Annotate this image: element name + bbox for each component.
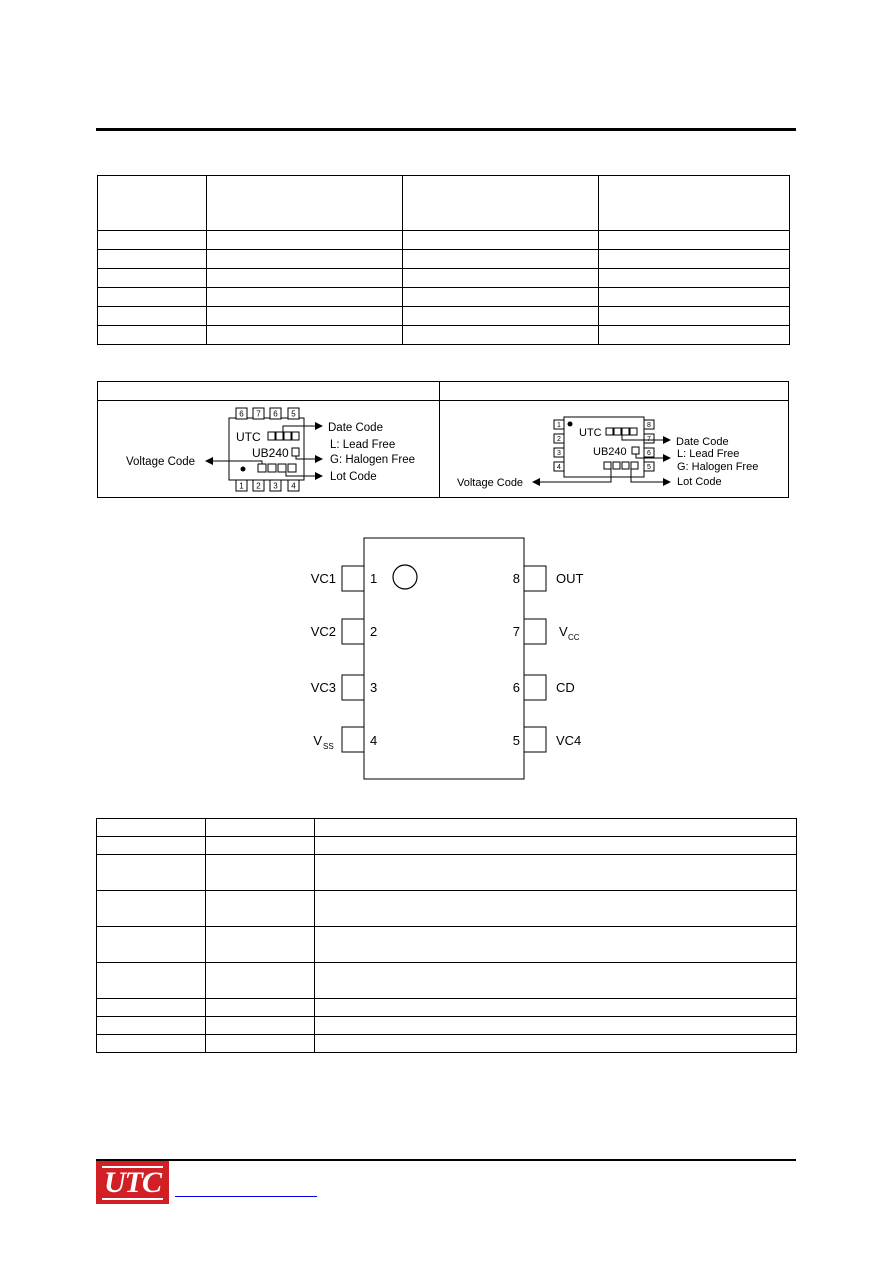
voltage-code-label: Voltage Code bbox=[457, 477, 524, 489]
pin-label: 7 bbox=[647, 436, 651, 443]
date-code-label: Date Code bbox=[676, 436, 729, 448]
pin-label: 1 bbox=[239, 481, 244, 491]
pin-number-2: 2 bbox=[370, 624, 378, 639]
date-code-label: Date Code bbox=[328, 422, 383, 434]
website-link-underline[interactable] bbox=[175, 1196, 317, 1197]
date-code-boxes bbox=[606, 428, 637, 435]
pin-name-4-subscript: SS bbox=[323, 742, 334, 751]
pin-label: 3 bbox=[273, 481, 278, 491]
pin-label: 8 bbox=[647, 422, 651, 429]
option-code-box bbox=[632, 447, 639, 454]
pin-stub bbox=[342, 566, 364, 591]
pin-label: 2 bbox=[557, 436, 561, 443]
pin-configuration-diagram bbox=[311, 538, 584, 779]
pin-name-7-subscript: CC bbox=[568, 633, 580, 642]
utc-logo-text: UTC bbox=[104, 1165, 161, 1199]
marking-right-diagram bbox=[457, 417, 758, 489]
pin-label: 2 bbox=[256, 481, 261, 491]
utc-logo bbox=[96, 1161, 169, 1204]
ic-body bbox=[364, 538, 524, 779]
halogen-free-label: G: Halogen Free bbox=[330, 454, 416, 466]
pin-label: 5 bbox=[291, 409, 296, 419]
voltage-code-label: Voltage Code bbox=[126, 456, 196, 468]
pin-label: 1 bbox=[557, 422, 561, 429]
marking-utc-text: UTC bbox=[579, 427, 602, 439]
pin-label: 4 bbox=[557, 464, 561, 471]
pin-name-7: V bbox=[559, 624, 568, 639]
pin-name-4: V bbox=[313, 733, 322, 748]
pin1-indicator bbox=[393, 565, 417, 589]
pin1-dot bbox=[568, 422, 573, 427]
marking-utc-text: UTC bbox=[236, 430, 261, 444]
pin-number-8: 8 bbox=[512, 571, 520, 586]
pin-number-1: 1 bbox=[370, 571, 378, 586]
lot-code-label: Lot Code bbox=[330, 471, 377, 483]
pin-number-3: 3 bbox=[370, 680, 378, 695]
pin-label: 3 bbox=[557, 450, 561, 457]
pin-stub bbox=[342, 619, 364, 644]
pin-stub bbox=[524, 566, 546, 591]
pin-number-4: 4 bbox=[370, 733, 378, 748]
pin-number-5: 5 bbox=[512, 733, 520, 748]
pin-stub bbox=[524, 727, 546, 752]
marking-part-text: UB240 bbox=[252, 446, 289, 460]
pin1-dot bbox=[241, 467, 246, 472]
pin-stub bbox=[524, 675, 546, 700]
marking-part-text: UB240 bbox=[593, 446, 627, 458]
pin-name-3: VC3 bbox=[310, 680, 336, 695]
lead-free-label: L: Lead Free bbox=[330, 439, 396, 451]
pin-label: 7 bbox=[256, 409, 261, 419]
marking-left-diagram bbox=[126, 408, 415, 491]
pin-name-8: OUT bbox=[556, 571, 584, 586]
pin-label: 5 bbox=[647, 464, 651, 471]
pin-stub bbox=[342, 727, 364, 752]
pin-name-6: CD bbox=[556, 680, 575, 695]
date-code-boxes bbox=[268, 432, 299, 440]
pin-label: 4 bbox=[291, 481, 296, 491]
pin-label: 6 bbox=[239, 409, 244, 419]
halogen-free-label: G: Halogen Free bbox=[677, 461, 759, 473]
lot-code-label: Lot Code bbox=[677, 476, 722, 488]
pin-stub bbox=[524, 619, 546, 644]
pin-stub bbox=[342, 675, 364, 700]
pin-number-6: 6 bbox=[512, 680, 520, 695]
pin-number-7: 7 bbox=[512, 624, 520, 639]
footer-rule bbox=[96, 1159, 796, 1161]
pin-name-2: VC2 bbox=[310, 624, 336, 639]
pin-name-1: VC1 bbox=[310, 571, 336, 586]
lead-free-label: L: Lead Free bbox=[677, 448, 740, 460]
pin-name-5: VC4 bbox=[556, 733, 582, 748]
pin-label: 6 bbox=[273, 409, 278, 419]
option-code-box bbox=[292, 448, 299, 456]
pin-label: 6 bbox=[647, 450, 651, 457]
